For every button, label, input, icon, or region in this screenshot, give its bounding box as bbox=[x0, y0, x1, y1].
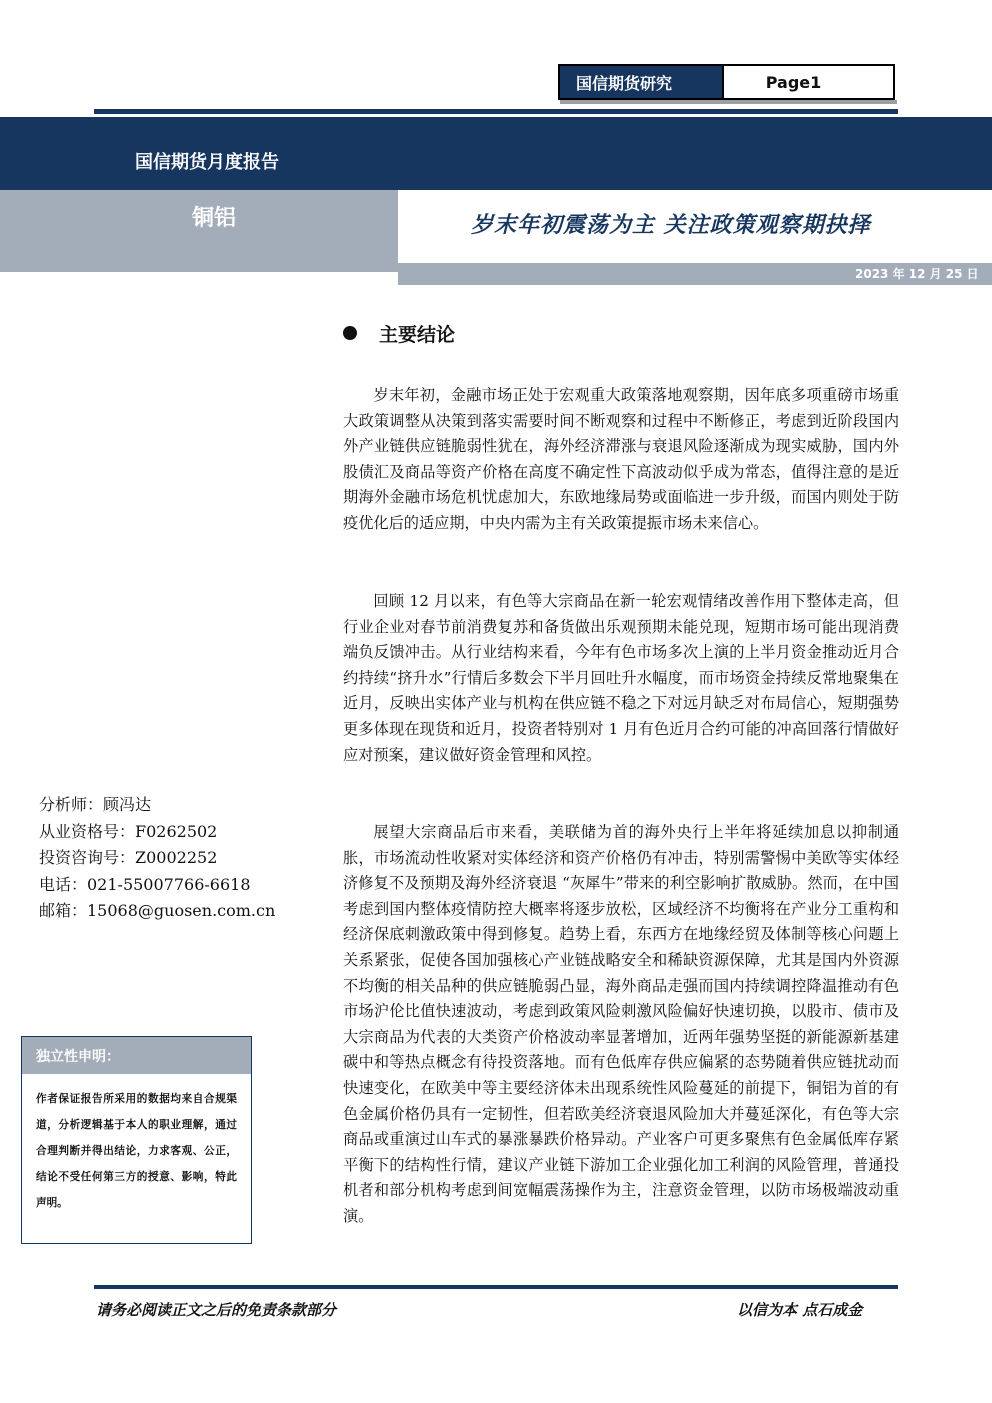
category-label: 铜铝 bbox=[192, 206, 237, 231]
footer-slogan: 以信为本 点石成金 bbox=[737, 1301, 863, 1319]
conclusion-paragraph-3: 展望大宗商品后市来看，美联储为首的海外央行上半年将延续加息以抑制通胀，市场流动性收紧对实体经济和资产价格仍有冲击，特别需警惕中美欧等实体经济修复不及预期及海外经济衰退 “灰犀牛”带来的利空影响扩散威胁。然而，在中国考虑到国内整体疫情防控大概率将逐步放松，区域经济不均衡将在产业分工重构和经济保底刺激政策中得到修复。趋势上看，东西方在地缘经贸及体制等核心问题上关系紧张，促使各国加强核心产业链战略安全和稀缺资源保障，尤其是国内外资源不均衡的相关品种的供应链脆弱凸显，海外商品走强而国内持续调控降温推动有色市场沪伦比值快速波动，考虑到政策风险刺激风险偏好快速切换，以股市、债市及大宗商品为代表的大类资产价格波动率显著增加，近两年强势坚挺的新能源新基建碳中和等热点概念有待投资落地。而有色低库存供应偏紧的态势随着供应链扰动而快速变化，在欧美中等主要经济体未出现系统性风险蔓延的前提下，铜铝为首的有色金属价格仍具有一定韧性，但若欧美经济衰退风险加大并蔓延深化，有色等大宗商品或重演过山车式的暴涨暴跌价格异动。产业客户可更多聚焦有色金属低库存紧平衡下的结构性行情，建议产业链下游加工企业强化加工利润的风险管理，普通投机者和部分机构考虑到间宽幅震荡操作为主，注意资金管理，以防市场极端波动重演。 bbox=[343, 823, 899, 1225]
independence-statement-box bbox=[21, 1036, 252, 1244]
report-series-title: 国信期货月度报告 bbox=[135, 152, 279, 173]
analyst-name: 分析师：顾冯达 bbox=[39, 795, 152, 814]
analyst-consulting-number: 投资咨询号：Z0002252 bbox=[39, 848, 218, 867]
brand-tab: 国信期货研究 bbox=[558, 64, 724, 100]
top-rule bbox=[94, 109, 898, 114]
analyst-qualification: 从业资格号：F0262502 bbox=[39, 821, 218, 841]
conclusion-paragraph-2: 回顾 12 月以来，有色等大宗商品在新一轮宏观情绪改善作用下整体走高，但行业企业对春节前消费复苏和备货做出乐观预期未能兑现，短期市场可能出现消费端负反馈冲击。从行业结构来看，今年有色市场多次上演的上半月资金推动近月合约持续“挤升水”行情后多数会下半月回吐升水幅度，而市场资金持续反常地聚集在近月，反映出实体产业与机构在供应链不稳之下对远月缺乏对布局信心，短期强势更多体现在现货和近月，投资者特别对 1 月有色近月合约可能的冲高回落行情做好应对预案，建议做好资金管理和风控。 bbox=[343, 592, 899, 764]
section-title: 主要结论 bbox=[379, 324, 456, 346]
tab-shadow bbox=[560, 100, 897, 104]
analyst-email: 邮箱：15068@guosen.com.cn bbox=[39, 901, 276, 920]
conclusion-paragraph-1: 岁末年初，金融市场正处于宏观重大政策落地观察期，因年底多项重磅市场重大政策调整从决策到落实需要时间不断观察和过程中不断修正，考虑到近阶段国内外产业链供应链脆弱性犹在，海外经济滞涨与衰退风险逐渐成为现实威胁，国内外股债汇及商品等资产价格在高度不确定性下高波动似乎成为常态，值得注意的是近期海外金融市场危机忧虑加大，东欧地缘局势或面临进一步升级，而国内则处于防疫优化后的适应期，中央内需为主有关政策提振市场未来信心。 bbox=[343, 386, 899, 532]
report-headline: 岁末年初震荡为主 关注政策观察期抉择 bbox=[471, 212, 871, 238]
independence-title: 独立性申明： bbox=[22, 1037, 251, 1074]
analyst-info bbox=[39, 792, 309, 925]
report-date: 2023 年 12 月 25 日 bbox=[855, 267, 979, 281]
analyst-phone: 电话：021-55007766-6618 bbox=[39, 874, 251, 894]
footer-rule bbox=[94, 1285, 898, 1289]
section-bullet-icon bbox=[343, 326, 357, 340]
footer-disclaimer-note: 请务必阅读正文之后的免责条款部分 bbox=[96, 1301, 337, 1319]
independence-body: 作者保证报告所采用的数据均来自合规渠道，分析逻辑基于本人的职业理解，通过合理判断并得出结论，力求客观、公正，结论不受任何第三方的授意、影响，特此声明。 bbox=[36, 1093, 237, 1209]
page-number-tab: Page1 bbox=[724, 64, 895, 100]
